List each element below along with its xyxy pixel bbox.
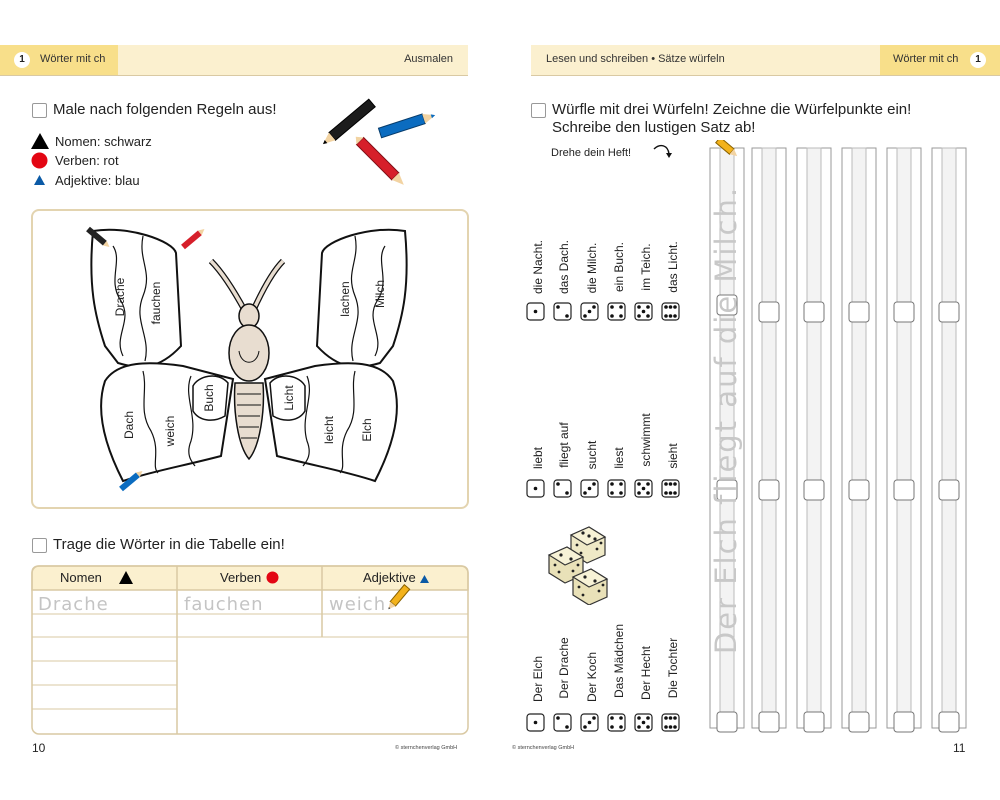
object-word: die Nacht. [531,239,545,295]
task3-instruction-line2: Schreibe den lustigen Satz ab! [552,119,756,136]
verb-word: sieht [666,443,680,469]
word-milch: Milch [373,279,387,309]
legend-nouns: Nomen: schwarz [55,134,152,149]
left-copyright: © sternchenverlag GmbH [395,745,458,751]
right-chapter-number: 1 [970,52,986,68]
example-sentence: Der Elch fliegt auf die Milch. [709,185,743,655]
left-page-number: 10 [32,741,46,755]
legend-adjectives: Adjektive: blau [55,173,140,188]
rotate-arrow-icon [652,144,674,160]
task1-instruction: Male nach folgenden Regeln aus! [53,101,277,118]
verb-word: fliegt auf [557,422,571,468]
writing-lines-empty [750,140,980,740]
object-word: ein Buch. [612,241,626,293]
dice-row-verbs [526,479,686,501]
right-page-category: Lesen und schreiben • Sätze würfeln [546,53,725,65]
subject-word: Der Hecht [639,645,653,701]
dice-row-objects [526,302,686,324]
task2-instruction: Trage die Wörter in die Tabelle ein! [53,536,285,553]
word-elch: Elch [360,418,374,442]
example-noun: Drache [38,594,109,615]
table-header-verbs: Verben [220,570,262,585]
word-fauchen: fauchen [149,281,163,325]
colored-pencils-illustration [320,95,445,190]
word-weich: weich [163,415,177,447]
butterfly-drawing [33,211,465,505]
subject-word: Der Drache [557,637,571,699]
word-buch: Buch [202,384,216,412]
turn-notebook-hint: Drehe dein Heft! [551,147,632,159]
verb-word: liebt [531,446,545,470]
subject-word: Die Tochter [666,637,680,699]
table-header-nouns: Nomen [60,570,102,585]
example-verb: fauchen [184,594,264,615]
right-page-number: 11 [953,741,966,755]
left-chapter-title: Wörter mit ch [40,53,106,65]
word-lachen: lachen [338,281,352,317]
pencil-icon [383,584,411,612]
subject-word: Der Koch [585,651,599,703]
blue-triangle-icon [34,175,45,185]
left-chapter-number: 1 [14,52,30,68]
word-dach: Dach [122,410,136,440]
word-drache: Drache [113,277,127,317]
example-adjective: weich [329,594,387,615]
right-chapter-title: Wörter mit ch [893,53,959,65]
black-triangle-icon [31,133,49,149]
red-circle-icon [266,571,279,584]
task1-checkbox[interactable] [32,103,47,118]
verb-word: sucht [585,440,599,470]
object-word: im Teich. [639,243,653,291]
dice-row-subjects [526,713,686,735]
right-copyright: © sternchenverlag GmbH [512,745,575,751]
subject-word: Der Elch [531,655,545,703]
task3-instruction-line1: Würfle mit drei Würfeln! Zeichne die Würfelpunkte ein! [552,101,912,118]
task2-checkbox[interactable] [32,538,47,553]
word-leicht: leicht [322,415,336,445]
object-word: die Milch. [585,242,599,294]
black-triangle-icon [119,571,133,584]
table-header-adjectives: Adjektive [363,570,416,585]
word-licht: Licht [282,385,296,411]
task3-checkbox[interactable] [531,103,546,118]
three-dice-illustration [543,525,611,605]
verb-word: schwimmt [639,413,653,467]
left-page-category: Ausmalen [404,53,453,65]
red-circle-icon [31,152,48,169]
object-word: das Licht. [666,241,680,293]
object-word: das Dach. [557,239,571,295]
subject-word: Das Mädchen [612,623,626,699]
blue-triangle-icon [420,575,429,583]
legend-verbs: Verben: rot [55,153,119,168]
verb-word: liest [612,447,626,469]
